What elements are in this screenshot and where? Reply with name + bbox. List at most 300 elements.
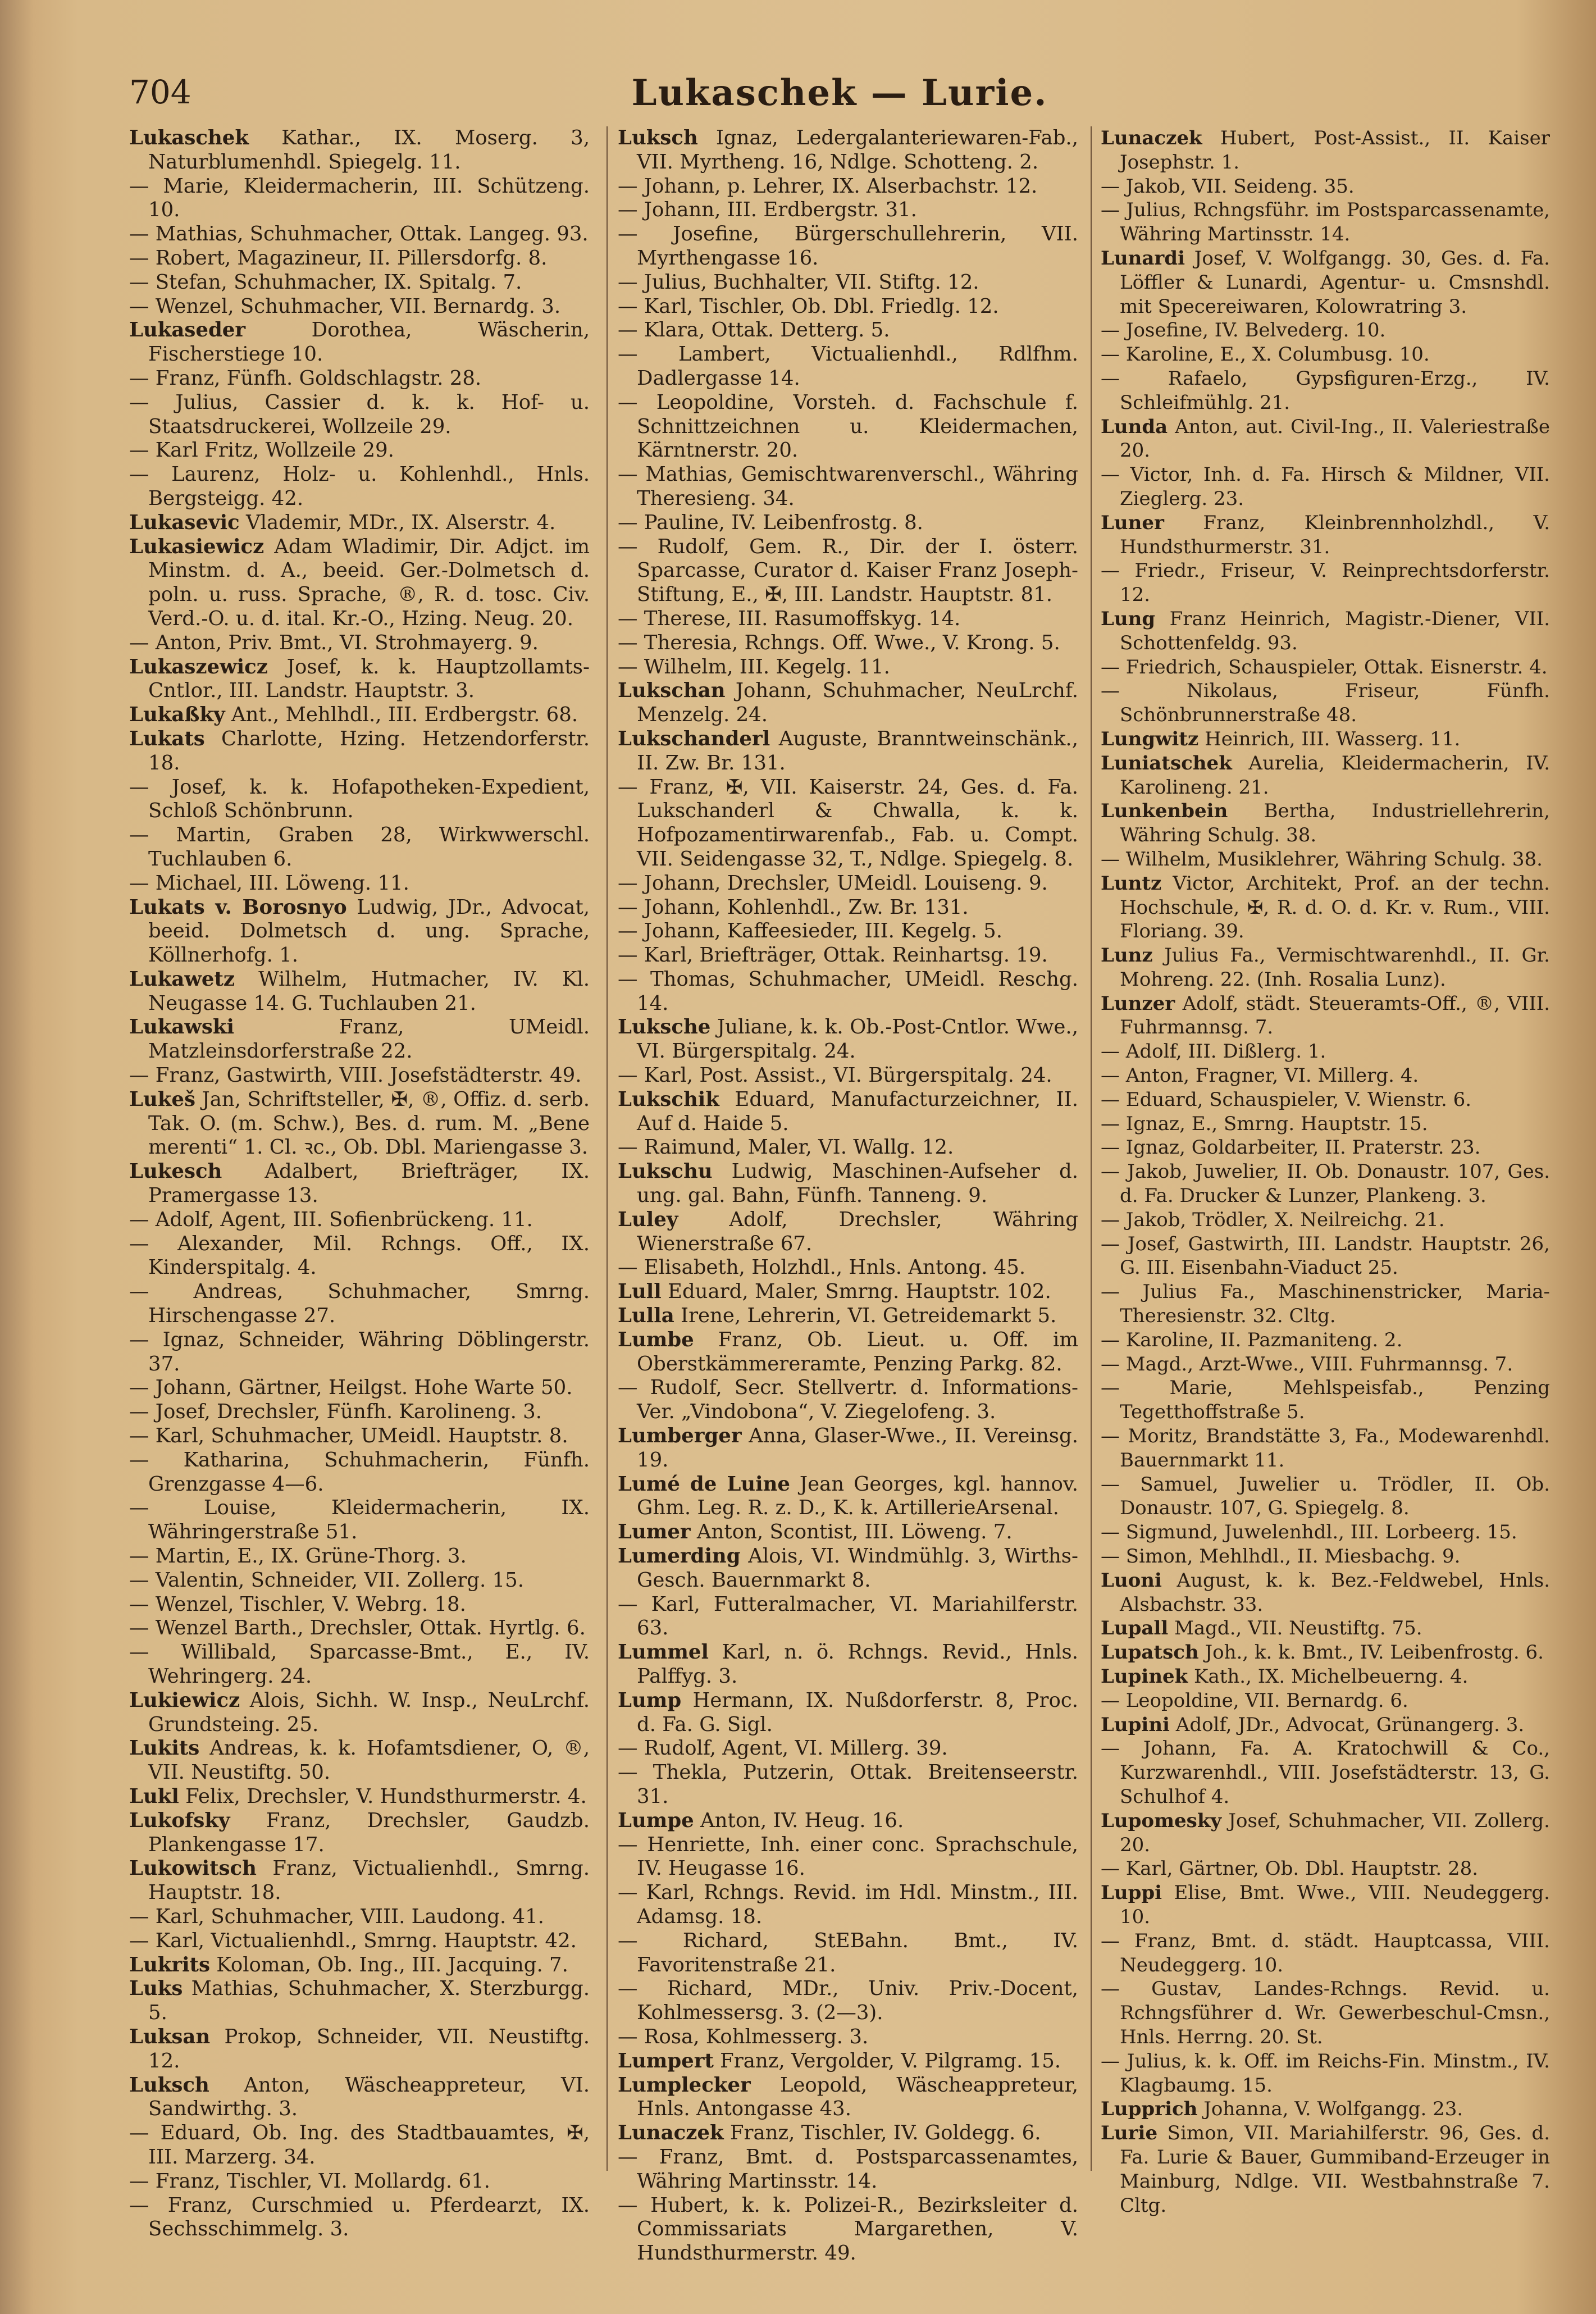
entry-surname: Luksch — [618, 126, 698, 149]
directory-entry — [1101, 2097, 1550, 2121]
entry-text: Franz, Ob. Lieut. u. Off. im Oberstkämmereramte, Penzing Parkg. 82. — [637, 1328, 1078, 1375]
page-number: 704 — [129, 73, 191, 111]
entry-text: — Magd., Arzt-Wwe., VIII. Fuhrmannsg. 7. — [1101, 1352, 1513, 1375]
entry-text: — Marie, Kleidermacherin, III. Schützeng. 10. — [129, 174, 590, 222]
entry-surname: Luksche — [618, 1015, 711, 1039]
directory-entry — [1101, 1737, 1550, 1809]
entry-text: — Richard, MDr., Univ. Priv.-Docent, Kohlmessersg. 3. (2—3). — [618, 1977, 1078, 2025]
directory-entry — [129, 823, 590, 872]
directory-entry — [618, 1208, 1078, 1256]
directory-entry — [129, 318, 590, 367]
entry-text: — Josefine, IV. Belvederg. 10. — [1101, 319, 1386, 342]
entry-text: Franz, UMeidl. Matzleinsdorferstraße 22. — [148, 1015, 590, 1063]
entry-surname: Lukats — [129, 727, 205, 750]
entry-text: — Karoline, II. Pazmaniteng. 2. — [1101, 1328, 1403, 1351]
directory-entry — [129, 1328, 590, 1377]
entry-text: — Ignaz, E., Smrng. Hauptstr. 15. — [1101, 1112, 1428, 1135]
directory-entry — [129, 1376, 590, 1400]
directory-entry — [1101, 872, 1550, 944]
entry-text: — Wenzel, Tischler, V. Webrg. 18. — [129, 1592, 466, 1616]
entry-text: — Anton, Priv. Bmt., VI. Strohmayerg. 9. — [129, 631, 539, 654]
entry-surname: Lupall — [1101, 1617, 1169, 1640]
directory-entry — [129, 1496, 590, 1545]
entry-text: — Martin, Graben 28, Wirkwwerschl. Tuchlauben 6. — [129, 823, 590, 871]
entry-text: — Gustav, Landes-Rchngs. Revid. u. Rchngsführer d. Wr. Gewerbeschul-Cmsn., Hnls. Herrng. 20. St. — [1101, 1978, 1550, 2048]
directory-entry — [1101, 1040, 1550, 1064]
entry-text: — Karl, Gärtner, Ob. Dbl. Hauptstr. 28. — [1101, 1857, 1479, 1880]
directory-entry — [1101, 1112, 1550, 1136]
directory-entry — [129, 2170, 590, 2194]
directory-entry — [618, 1809, 1078, 1833]
entry-text: Kath., IX. Michelbeuerng. 4. — [1194, 1665, 1469, 1688]
entry-surname: Luoni — [1101, 1569, 1162, 1592]
entry-text: — Mathias, Schuhmacher, Ottak. Langeg. 93. — [129, 222, 589, 246]
directory-entry — [618, 607, 1078, 631]
entry-text: — Robert, Magazineur, II. Pillersdorfg. 8. — [129, 246, 548, 270]
directory-entry — [1101, 1929, 1550, 1978]
entry-surname: Lunzer — [1101, 992, 1175, 1015]
entry-surname: Lumplecker — [618, 2073, 751, 2097]
directory-entry — [1101, 1160, 1550, 1208]
directory-entry — [129, 1689, 590, 1737]
directory-entry — [1101, 1569, 1550, 1617]
entry-surname: Lukschik — [618, 1087, 719, 1111]
directory-entry — [1101, 1857, 1550, 1881]
directory-entry — [129, 1400, 590, 1424]
entry-surname: Lupini — [1101, 1713, 1170, 1736]
entry-surname: Lull — [618, 1280, 662, 1304]
directory-entry — [129, 1809, 590, 1857]
entry-text: Leopold, Wäscheappreteur, Hnls. Antongasse 43. — [637, 2073, 1078, 2121]
directory-entry — [129, 1953, 590, 1978]
entry-text: — Rosa, Kohlmesserg. 3. — [618, 2025, 869, 2048]
directory-entry — [618, 1280, 1078, 1304]
entry-text: — Simon, Mehlhdl., II. Miesbachg. 9. — [1101, 1545, 1461, 1568]
entry-text: — Julius Fa., Maschinenstricker, Maria-Theresienstr. 32. Cltg. — [1101, 1281, 1550, 1328]
page-header — [129, 67, 1550, 124]
entry-text: — Alexander, Mil. Rchngs. Off., IX. Kinderspitalg. 4. — [129, 1232, 590, 1279]
entry-text: — Valentin, Schneider, VII. Zollerg. 15. — [129, 1568, 524, 1592]
entry-text: — Johann, Drechsler, UMeidl. Louiseng. 9. — [618, 871, 1048, 895]
entry-surname: Lukaszewicz — [129, 655, 268, 678]
directory-entry — [618, 896, 1078, 920]
directory-entry — [129, 1232, 590, 1281]
directory-entry — [129, 1785, 590, 1809]
directory-entry — [129, 439, 590, 463]
entry-text: August, k. k. Bez.-Feldwebel, Hnls. Alsbachstr. 33. — [1120, 1569, 1551, 1616]
directory-entry — [1101, 415, 1550, 463]
entry-text: — Therese, III. Rasumoffskyg. 14. — [618, 607, 961, 630]
directory-entry — [129, 1160, 590, 1208]
directory-entry — [618, 968, 1078, 1016]
entry-surname: Lumbe — [618, 1328, 694, 1351]
directory-entry — [618, 1689, 1078, 1737]
directory-entry — [618, 1015, 1078, 1064]
directory-entry — [129, 1905, 590, 1929]
entry-text: — Leopoldine, VII. Bernardg. 6. — [1101, 1689, 1408, 1712]
directory-entry — [618, 1064, 1078, 1088]
entry-text: — Henriette, Inh. einer conc. Sprachschule, IV. Heugasse 16. — [618, 1833, 1078, 1880]
entry-text: Franz, Victualienhdl., Smrng. Hauptstr. 18. — [148, 1857, 590, 1905]
directory-entry — [1101, 607, 1550, 655]
entry-surname: Lunaczek — [618, 2121, 724, 2145]
directory-entry — [1101, 1136, 1550, 1160]
entry-text: Ant., Mehlhdl., III. Erdbergstr. 68. — [231, 703, 578, 727]
entry-surname: Lukschan — [618, 679, 726, 703]
directory-entry — [129, 1545, 590, 1569]
directory-entry — [1101, 318, 1550, 343]
directory-entry — [618, 2049, 1078, 2074]
directory-entry — [1101, 343, 1550, 367]
entry-text: — Victor, Inh. d. Fa. Hirsch & Mildner, VII. Zieglerg. 23. — [1101, 463, 1550, 510]
entry-text: — Pauline, IV. Leibenfrostg. 8. — [618, 511, 923, 534]
entry-text: — Katharina, Schuhmacherin, Fünfh. Grenzgasse 4—6. — [129, 1448, 590, 1496]
directory-entry — [129, 1064, 590, 1088]
directory-entry — [618, 343, 1078, 391]
directory-entry — [1101, 1689, 1550, 1713]
entry-text: — Karl, Schuhmacher, UMeidl. Hauptstr. 8. — [129, 1424, 568, 1448]
entry-text: — Willibald, Sparcasse-Bmt., E., IV. Wehringerg. 24. — [129, 1641, 590, 1688]
entry-text: — Thekla, Putzerin, Ottak. Breitenseerstr. 31. — [618, 1761, 1078, 1808]
directory-entry — [129, 535, 590, 631]
directory-entry — [129, 1448, 590, 1497]
directory-entry — [129, 776, 590, 824]
entry-text: — Friedrich, Schauspieler, Ottak. Eisnerstr. 4. — [1101, 655, 1548, 678]
entry-surname: Lukschu — [618, 1160, 713, 1183]
directory-entry — [129, 126, 590, 175]
directory-entry — [618, 655, 1078, 680]
entry-text: — Karl, Rchngs. Revid. im Hdl. Minstm., III. Adamsg. 18. — [618, 1881, 1078, 1928]
directory-entry — [618, 1304, 1078, 1328]
directory-entry — [618, 1737, 1078, 1761]
directory-entry — [129, 1208, 590, 1232]
entry-surname: Lunda — [1101, 415, 1168, 438]
entry-text: Koloman, Ob. Ing., III. Jacquing. 7. — [216, 1953, 568, 1976]
entry-text: — Laurenz, Holz- u. Kohlenhdl., Hnls. Bergsteigg. 42. — [129, 463, 590, 510]
directory-entry — [1101, 1809, 1550, 1857]
entry-surname: Lupinek — [1101, 1665, 1188, 1688]
entry-text: — Wenzel, Schuhmacher, VII. Bernardg. 3. — [129, 294, 561, 318]
entry-surname: Lulla — [618, 1304, 674, 1328]
entry-text: — Julius, Rchngsführ. im Postsparcassenamte, Währing Martinsstr. 14. — [1101, 199, 1550, 246]
directory-entry — [1101, 1088, 1550, 1112]
entry-text: Bertha, Industriellehrerin, Währing Schulg. 38. — [1120, 800, 1550, 847]
entry-text: — Michael, III. Löweng. 11. — [129, 871, 409, 895]
entry-text: Anton, Scontist, III. Löweng. 7. — [696, 1520, 1013, 1544]
entry-text: — Johann, III. Erdbergstr. 31. — [618, 198, 917, 222]
column-divider — [1091, 126, 1092, 2171]
directory-entry — [1101, 944, 1550, 992]
entry-text: — Julius, Buchhalter, VII. Stiftg. 12. — [618, 270, 979, 294]
entry-text: — Wenzel Barth., Drechsler, Ottak. Hyrtlg. 6. — [129, 1616, 586, 1640]
directory-entry — [1101, 679, 1550, 727]
entry-text: — Mathias, Gemischtwarenverschl., Währing Theresieng. 34. — [618, 463, 1078, 510]
entry-surname: Lukofsky — [129, 1809, 230, 1832]
directory-entry — [129, 295, 590, 319]
entry-text: Kathar., IX. Moserg. 3, Naturblumenhdl. Spiegelg. 11. — [148, 126, 590, 174]
entry-text: Franz, Kleinbrennholzhdl., V. Hundsthurmerstr. 31. — [1120, 511, 1551, 558]
entry-text: Juliane, k. k. Ob.-Post-Cntlor. Wwe., VI. Bürgerspitalg. 24. — [637, 1015, 1078, 1063]
entry-surname: Lukawski — [129, 1015, 234, 1039]
entry-text: Adolf, Drechsler, Währing Wienerstraße 67. — [637, 1208, 1078, 1255]
entry-text: Adam Wladimir, Dir. Adjct. im Minstm. d. A., beeid. Ger.-Dolmetsch d. poln. u. russ. Sprache, ®, R. d. tosc. Civ. Verd.-O. u. d. ital. Kr.-O., Hzing. Neug. 20. — [148, 535, 590, 630]
entry-text: — Rafaelo, Gypsfiguren-Erzg., IV. Schleifmühlg. 21. — [1101, 367, 1550, 414]
entry-text: — Ignaz, Goldarbeiter, II. Praterstr. 23. — [1101, 1136, 1481, 1159]
entry-surname: Lukats v. Borosnyo — [129, 895, 347, 919]
entry-surname: Luks — [129, 1977, 183, 2001]
directory-entry — [618, 1641, 1078, 1689]
entry-surname: Lumer — [618, 1520, 691, 1544]
entry-text: Auguste, Branntweinschänk., II. Zw. Br. 131. — [637, 727, 1078, 775]
directory-entry — [129, 872, 590, 896]
directory-entry — [129, 367, 590, 391]
entry-text: Hubert, Post-Assist., II. Kaiser Josephstr. 1. — [1120, 127, 1550, 174]
directory-entry — [1101, 1208, 1550, 1232]
directory-entry — [618, 1977, 1078, 2025]
entry-text: Adolf, JDr., Advocat, Grünangerg. 3. — [1175, 1713, 1525, 1736]
entry-text: — Franz, ✠, VII. Kaiserstr. 24, Ges. d. Fa. Lukschanderl & Chwalla, k. k. Hofpozamentirwarenfab., Fab. u. Compt. VII. Seidengasse 32, T., Ndlge. Spiegelg. 8. — [618, 775, 1078, 871]
directory-entry — [1101, 2049, 1550, 2098]
entry-text: — Wilhelm, Musiklehrer, Währing Schulg. 38. — [1101, 848, 1543, 871]
directory-entry — [129, 1616, 590, 1641]
entry-text: — Johann, Gärtner, Heilgst. Hohe Warte 50. — [129, 1376, 573, 1400]
directory-entry — [618, 1520, 1078, 1545]
entry-text: Anton, Wäscheappreteur, VI. Sandwirthg. 3. — [148, 2073, 590, 2121]
directory-entry — [618, 271, 1078, 295]
directory-entry — [1101, 463, 1550, 511]
directory-entry — [618, 1160, 1078, 1208]
directory-entry — [618, 511, 1078, 535]
directory-entry — [618, 2121, 1078, 2146]
directory-entry — [129, 1929, 590, 1953]
column-divider — [607, 126, 608, 2171]
directory-entry — [129, 247, 590, 271]
entry-text: — Marie, Mehlspeisfab., Penzing Tegetthoffstraße 5. — [1101, 1377, 1550, 1424]
entry-text: Johanna, V. Wolfgangg. 23. — [1203, 2098, 1463, 2121]
directory-entry — [1101, 1376, 1550, 1424]
entry-surname: Lupomesky — [1101, 1809, 1222, 1832]
entry-text: — Franz, Fünfh. Goldschlagstr. 28. — [129, 366, 482, 390]
directory-entry — [129, 1015, 590, 1064]
directory-entry — [1101, 1473, 1550, 1521]
directory-entry — [618, 1833, 1078, 1882]
entry-text: — Rudolf, Agent, VI. Millerg. 39. — [618, 1737, 948, 1760]
directory-entry — [618, 1929, 1078, 1978]
entry-text: — Sigmund, Juwelenhdl., III. Lorbeerg. 15. — [1101, 1521, 1517, 1544]
entry-text: Wilhelm, Hutmacher, IV. Kl. Neugasse 14. G. Tuchlauben 21. — [148, 967, 590, 1015]
entry-surname: Luksch — [129, 2073, 209, 2097]
directory-entry — [618, 919, 1078, 944]
entry-text: Alois, Sichh. W. Insp., NeuLrchf. Grundsteing. 25. — [148, 1688, 590, 1736]
entry-text: — Stefan, Schuhmacher, IX. Spitalg. 7. — [129, 270, 522, 294]
entry-text: Anna, Glaser-Wwe., II. Vereinsg. 19. — [637, 1424, 1078, 1472]
entry-surname: Lukasevic — [129, 511, 240, 534]
directory-entry — [1101, 198, 1550, 247]
entry-surname: Lunkenbein — [1101, 800, 1228, 823]
directory-entry — [618, 295, 1078, 319]
entry-surname: Lupatsch — [1101, 1641, 1199, 1664]
entry-surname: Lukschanderl — [618, 727, 770, 750]
directory-entry — [129, 271, 590, 295]
entry-text: — Adolf, III. Dißlerg. 1. — [1101, 1040, 1326, 1063]
entry-text: — Andreas, Schuhmacher, Smrng. Hirschengasse 27. — [129, 1280, 590, 1328]
directory-entry — [618, 1761, 1078, 1809]
entry-text: Franz, Vergolder, V. Pilgramg. 15. — [720, 2049, 1061, 2072]
entry-surname: Lumpe — [618, 1809, 694, 1832]
directory-entry — [618, 1424, 1078, 1473]
entry-text: — Anton, Fragner, VI. Millerg. 4. — [1101, 1064, 1419, 1087]
entry-text: — Karl, Schuhmacher, VIII. Laudong. 41. — [129, 1905, 544, 1928]
entry-surname: Lukaschek — [129, 126, 249, 149]
directory-entry — [1101, 1713, 1550, 1737]
entry-text: Franz Heinrich, Magistr.-Diener, VII. Schottenfeldg. 93. — [1120, 607, 1550, 654]
entry-text: — Ignaz, Schneider, Währing Döblingerstr. 37. — [129, 1328, 590, 1375]
directory-entry — [618, 631, 1078, 655]
entry-text: — Jakob, VII. Seideng. 35. — [1101, 175, 1355, 198]
entry-text: — Franz, Bmt. d. städt. Hauptcassa, VIII. Neudeggerg. 10. — [1101, 1929, 1550, 1976]
entry-text: — Josef, k. k. Hofapotheken-Expedient, Schloß Schönbrunn. — [129, 775, 590, 823]
directory-entry — [618, 391, 1078, 463]
directory-entry — [1101, 751, 1550, 800]
directory-column-2 — [618, 126, 1078, 2265]
entry-text: — Julius, k. k. Off. im Reichs-Fin. Minstm., IV. Klagbaumg. 15. — [1101, 2049, 1550, 2097]
directory-entry — [1101, 848, 1550, 872]
directory-entry — [1101, 992, 1550, 1040]
entry-text: Magd., VII. Neustiftg. 75. — [1174, 1617, 1422, 1640]
entry-surname: Lukrits — [129, 1953, 210, 1976]
directory-entry — [618, 463, 1078, 511]
entry-text: Ignaz, Ledergalanteriewaren-Fab., VII. Myrtheng. 16, Ndlge. Schotteng. 2. — [637, 126, 1078, 174]
entry-text: Jan, Schriftsteller, ✠, ®, Offiz. d. serb. Tak. O. (m. Schw.), Bes. d. rum. M. „Bene merenti“ 1. Cl. ꝛc., Ob. Dbl. Mariengasse 3. — [148, 1087, 590, 1159]
directory-entry — [1101, 655, 1550, 680]
directory-entry — [1101, 1520, 1550, 1545]
directory-entry — [618, 2074, 1078, 2122]
entry-text: — Franz, Gastwirth, VIII. Josefstädterstr. 49. — [129, 1064, 582, 1087]
entry-surname: Luley — [618, 1208, 678, 1231]
directory-entry — [129, 631, 590, 655]
entry-text: — Elisabeth, Holzhdl., Hnls. Antong. 45. — [618, 1256, 1026, 1279]
entry-text: Ludwig, JDr., Advocat, beeid. Dolmetsch d. ung. Sprache, Köllnerhofg. 1. — [148, 895, 590, 967]
directory-entry — [129, 1977, 590, 2025]
entry-surname: Lumberger — [618, 1424, 742, 1448]
entry-surname: Luniatschek — [1101, 751, 1232, 775]
entry-text: Josef, k. k. Hauptzollamts-Cntlor., III. Landstr. Hauptstr. 3. — [148, 655, 590, 703]
entry-surname: Lunz — [1101, 944, 1153, 967]
directory-entry — [618, 1376, 1078, 1424]
entry-text: — Johann, Kaffeesieder, III. Kegelg. 5. — [618, 919, 1003, 943]
entry-text: — Johann, Kohlenhdl., Zw. Br. 131. — [618, 895, 969, 919]
directory-column-3 — [1101, 126, 1551, 2217]
directory-entry — [1101, 1232, 1550, 1281]
entry-surname: Lumpert — [618, 2049, 714, 2072]
entry-surname: Lukiewicz — [129, 1688, 240, 1712]
entry-text: Charlotte, Hzing. Hetzendorferstr. 18. — [148, 727, 590, 775]
entry-text: — Josefine, Bürgerschullehrerin, VII. Myrthengasse 16. — [618, 222, 1078, 270]
entry-text: — Nikolaus, Friseur, Fünfh. Schönbrunnerstraße 48. — [1101, 680, 1550, 727]
entry-surname: Lukasiewicz — [129, 535, 265, 558]
entry-surname: Lunaczek — [1101, 127, 1202, 149]
directory-entry — [129, 222, 590, 247]
entry-text: — Karl, Futteralmacher, VI. Mariahilferstr. 63. — [618, 1592, 1078, 1640]
entry-text: — Richard, StEBahn. Bmt., IV. Favoritenstraße 21. — [618, 1929, 1078, 1976]
directory-entry — [1101, 1545, 1550, 1569]
entry-text: Eduard, Manufacturzeichner, II. Auf d. Haide 5. — [637, 1087, 1078, 1135]
entry-text: Dorothea, Wäscherin, Fischerstiege 10. — [148, 318, 590, 366]
entry-text: Hermann, IX. Nußdorferstr. 8, Proc. d. Fa. G. Sigl. — [637, 1688, 1078, 1736]
entry-surname: Lukl — [129, 1784, 179, 1808]
entry-text: — Martin, E., IX. Grüne-Thorg. 3. — [129, 1545, 467, 1568]
directory-entry — [618, 318, 1078, 343]
entry-text: Heinrich, III. Wasserg. 11. — [1205, 727, 1461, 750]
directory-entry — [1101, 511, 1550, 559]
directory-entry — [618, 872, 1078, 896]
entry-text: — Karl, Post. Assist., VI. Bürgerspitalg. 24. — [618, 1064, 1052, 1087]
directory-entry — [1101, 1977, 1550, 2049]
entry-text: Felix, Drechsler, V. Hundsthurmerstr. 4. — [185, 1784, 587, 1808]
entry-surname: Lurie — [1101, 2122, 1158, 2145]
entry-text: — Theresia, Rchngs. Off. Wwe., V. Krong. 5. — [618, 631, 1060, 654]
directory-entry — [129, 2121, 590, 2170]
directory-entry — [129, 391, 590, 439]
directory-entry — [1101, 2121, 1550, 2217]
entry-text: — Leopoldine, Vorsteh. d. Fachschule f. Schnittzeichnen u. Kleidermachen, Kärntnerstr. 20. — [618, 390, 1078, 462]
directory-entry — [618, 1256, 1078, 1280]
directory-entry — [618, 126, 1078, 175]
entry-text: Johann, Schuhmacher, NeuLrchf. Menzelg. 24. — [637, 679, 1078, 727]
entry-surname: Lukesch — [129, 1160, 222, 1183]
entry-text: Adolf, städt. Steueramts-Off., ®, VIII. Fuhrmannsg. 7. — [1120, 992, 1551, 1039]
entry-surname: Lukaßky — [129, 703, 225, 727]
entry-surname: Lung — [1101, 607, 1156, 630]
entry-text: — Jakob, Trödler, X. Neilreichg. 21. — [1101, 1208, 1445, 1231]
entry-text: — Thomas, Schuhmacher, UMeidl. Reschg. 14. — [618, 967, 1078, 1015]
entry-surname: Luksan — [129, 2025, 211, 2048]
directory-entry — [1101, 1352, 1550, 1377]
entry-text: — Eduard, Ob. Ing. des Stadtbauamtes, ✠, III. Marzerg. 34. — [129, 2121, 590, 2169]
directory-entry — [618, 679, 1078, 727]
entry-surname: Lupprich — [1101, 2098, 1198, 2121]
entry-text: Aurelia, Kleidermacherin, IV. Karolineng. 21. — [1120, 751, 1550, 799]
entry-text: — Josef, Drechsler, Fünfh. Karolineng. 3. — [129, 1400, 542, 1424]
entry-text: — Karl, Briefträger, Ottak. Reinhartsg. 19. — [618, 944, 1048, 967]
entry-text: — Rudolf, Secr. Stellvertr. d. Informations-Ver. „Vindobona“, V. Ziegelofeng. 3. — [618, 1376, 1078, 1424]
directory-entry — [129, 655, 590, 704]
directory-entry — [129, 1280, 590, 1328]
entry-text: Eduard, Maler, Smrng. Hauptstr. 102. — [668, 1280, 1051, 1304]
directory-entry — [129, 511, 590, 535]
entry-text: Joh., k. k. Bmt., IV. Leibenfrostg. 6. — [1205, 1641, 1544, 1664]
directory-entry — [618, 944, 1078, 968]
entry-text: Adalbert, Briefträger, IX. Pramergasse 13. — [148, 1160, 590, 1208]
running-head: Lukaschek — Lurie. — [631, 72, 1048, 114]
entry-surname: Lukeš — [129, 1087, 195, 1111]
entry-text: — Raimund, Maler, VI. Wallg. 12. — [618, 1136, 954, 1159]
entry-text: — Karoline, E., X. Columbusg. 10. — [1101, 343, 1430, 366]
directory-entry — [1101, 1881, 1550, 1929]
entry-text: Elise, Bmt. Wwe., VIII. Neudeggerg. 10. — [1120, 1882, 1550, 1928]
directory-entry — [129, 2025, 590, 2074]
directory-entry — [618, 175, 1078, 199]
entry-surname: Lukaseder — [129, 318, 246, 342]
entry-surname: Lukawetz — [129, 967, 235, 991]
entry-surname: Lungwitz — [1101, 727, 1199, 750]
directory-entry — [618, 727, 1078, 776]
directory-entry — [1101, 1665, 1550, 1689]
directory-entry — [1101, 1064, 1550, 1088]
directory-entry — [618, 2146, 1078, 2194]
entry-text: Karl, n. ö. Rchngs. Revid., Hnls. Palffyg. 3. — [637, 1641, 1078, 1688]
directory-entry — [618, 1088, 1078, 1136]
